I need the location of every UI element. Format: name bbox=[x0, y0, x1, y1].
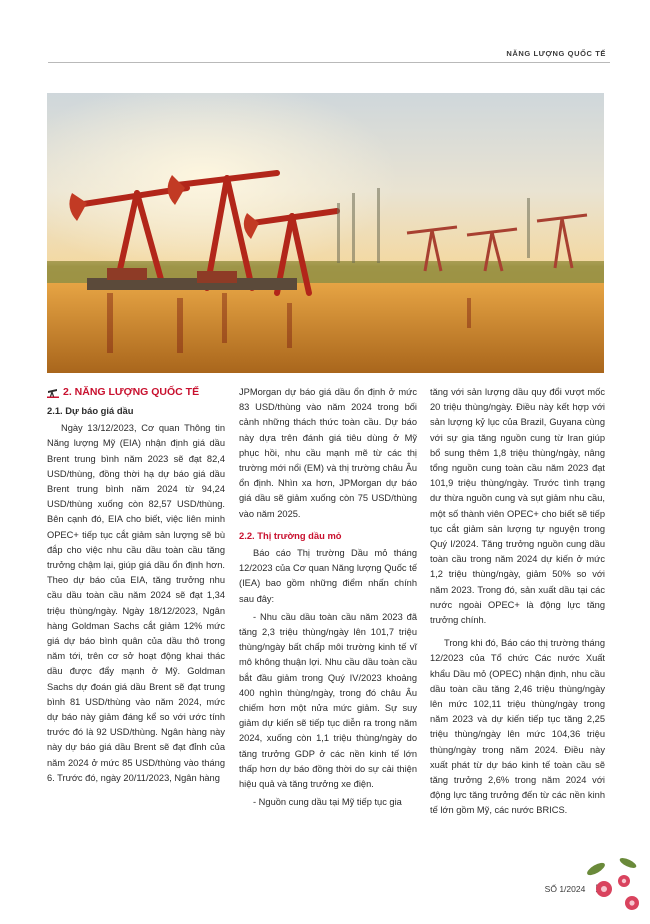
paragraph: Ngày 13/12/2023, Cơ quan Thông tin Năng lượng Mỹ (EIA) nhận định giá dầu Brent trung bình năm 2023 sẽ đạt 82,4 USD/thùng, đồng thời hạ dự báo giá dầu Brent trung bình năm 2024 từ 94,24 USD/thùng xuống còn 82,57 USD/thùng. Bên cạnh đó, EIA cho biết, việc liên minh OPEC+ tiếp tục cắt giảm sản lượng sẽ bù đắp cho việc nhu cầu dầu toàn cầu tăng trưởng chậm lại, giúp giá dầu ổn định hơn. Theo dự báo của EIA, tăng trưởng nhu cầu dầu toàn cầu năm 2024 sẽ đạt 1,34 triệu thùng/ngày. Ngày 18/12/2023, Ngân hàng Goldman Sachs cắt giảm 12% mức giá dự báo bình quân của dầu thô trong năm tới, trên cơ sở hoạt động khai thác dầu được đẩy mạnh ở Mỹ. Goldman Sachs dự đoán giá dầu Brent sẽ đạt trung bình 81 USD/thùng vào năm 2024, mức dự báo này giảm đáng kể so với ước tính trước đó là 92 USD/thùng. Ngân hàng này này dự báo giá dầu Brent sẽ đạt đỉnh của năm 2024 ở mức 85 USD/thùng vào tháng 6. Trước đó, ngày 20/11/2023, Ngân hàng bbox=[47, 423, 225, 783]
subsection-title-oil-price: 2.1. Dự báo giá dầu bbox=[47, 405, 134, 416]
column-3 bbox=[430, 385, 605, 819]
running-header: NĂNG LƯỢNG QUỐC TẾ bbox=[506, 49, 606, 58]
issue-number: SỐ 1/2024 bbox=[544, 884, 586, 894]
section-title-text: 2. NĂNG LƯỢNG QUỐC TẾ bbox=[63, 386, 200, 399]
section-title bbox=[47, 385, 225, 401]
paragraph: Trong khi đó, Báo cáo thị trường tháng 12/2023 của Tổ chức Các nước Xuất khẩu Dầu mỏ (OPEC) nhận định, nhu cầu dầu toàn cầu tăng 2,46 triệu thùng/ngày lên mức 102,11 triệu thùng/ngày trong năm 2023 và dự kiến tiếp tục tăng 2,25 triệu thùng/ngày lên mức 104,36 triệu thùng/ngày trong năm 2024. Điều này xuất phát từ dự báo kinh tế toàn cầu sẽ tăng trưởng 2,6% trong năm 2024 với động lực tăng trưởng đến từ các nền kinh tế lớn gồm Mỹ, các nước BRICS. bbox=[430, 638, 605, 816]
column-1 bbox=[47, 385, 225, 786]
flower-decoration-icon bbox=[576, 851, 646, 919]
column-2 bbox=[239, 385, 417, 810]
paragraph: tăng với sản lượng dầu quy đổi vượt mốc 20 triệu thùng/ngày. Điều này kết hợp với sản lượng kỷ lục của Brazil, Guyana cùng với sự gia tăng nguồn cung từ Iran giúp bổ sung thêm 1,8 triệu thùng/ngày, nâng tổng nguồn cung toàn cầu năm 2023 đạt 101,9 triệu thùng/ngày. Trước tình trạng dư thừa nguồn cung và sụt giảm nhu cầu, một số thành viên OPEC+ cho biết sẽ tiếp tục cắt giảm sản lượng tự nguyện trong Quý I/2024. Tăng trưởng nguồn cung dầu toàn cầu trong năm 2024 dự kiến ở mức 1,2 triệu thùng/ngày, giảm 50% so với năm 2023. Trong đó, sản xuất dầu tại các nước ngoài OPEC+ là động lực tăng trưởng chính. bbox=[430, 387, 605, 626]
header-rule bbox=[48, 62, 610, 63]
paragraph: - Nguồn cung dầu tại Mỹ tiếp tục gia bbox=[253, 797, 402, 808]
paragraph: Báo cáo Thị trường Dầu mỏ tháng 12/2023 của Cơ quan Năng lượng Quốc tế (IEA) bao gồm những điểm nhấn chính sau đây: bbox=[239, 548, 417, 604]
oil-pump-icon bbox=[47, 388, 59, 398]
paragraph: JPMorgan dự báo giá dầu ổn định ở mức 83 USD/thùng vào năm 2024 trong bối cảnh những thách thức toàn cầu. Dự báo này dựa trên đánh giá tiêu dùng ở Mỹ phục hồi, nhu cầu mạnh mẽ từ các thị trường mới nổi (EM) và thị trường châu Âu ổn định. Nhìn xa hơn, JPMorgan dự báo giá dầu sẽ giảm xuống còn 75 USD/thùng vào năm 2025. bbox=[239, 387, 417, 519]
hero-photo-oil-pumps bbox=[47, 93, 604, 373]
subsection-title-oil-market: 2.2. Thị trường dầu mỏ bbox=[239, 529, 342, 541]
paragraph: - Nhu cầu dầu toàn cầu năm 2023 đã tăng 2,3 triệu thùng/ngày lên 101,7 triệu thùng/ngày bất chấp môi trường kinh tế vĩ mô không thuận lợi. Nhu cầu dầu toàn cầu bắt đầu giảm trong Quý IV/2023 khoảng 400 nghìn thùng/ngày, trong đó châu Âu chiếm hơn một nửa mức giảm. Sự suy giảm dự kiến sẽ tiếp tục diễn ra trong năm 2024, xuống còn 1,1 triệu thùng/ngày do tăng trưởng GDP ở các nền kinh tế lớn thấp hơn dự báo đồng thời do sự cải thiện hiệu quả và tăng trưởng xe điện. bbox=[239, 611, 417, 790]
